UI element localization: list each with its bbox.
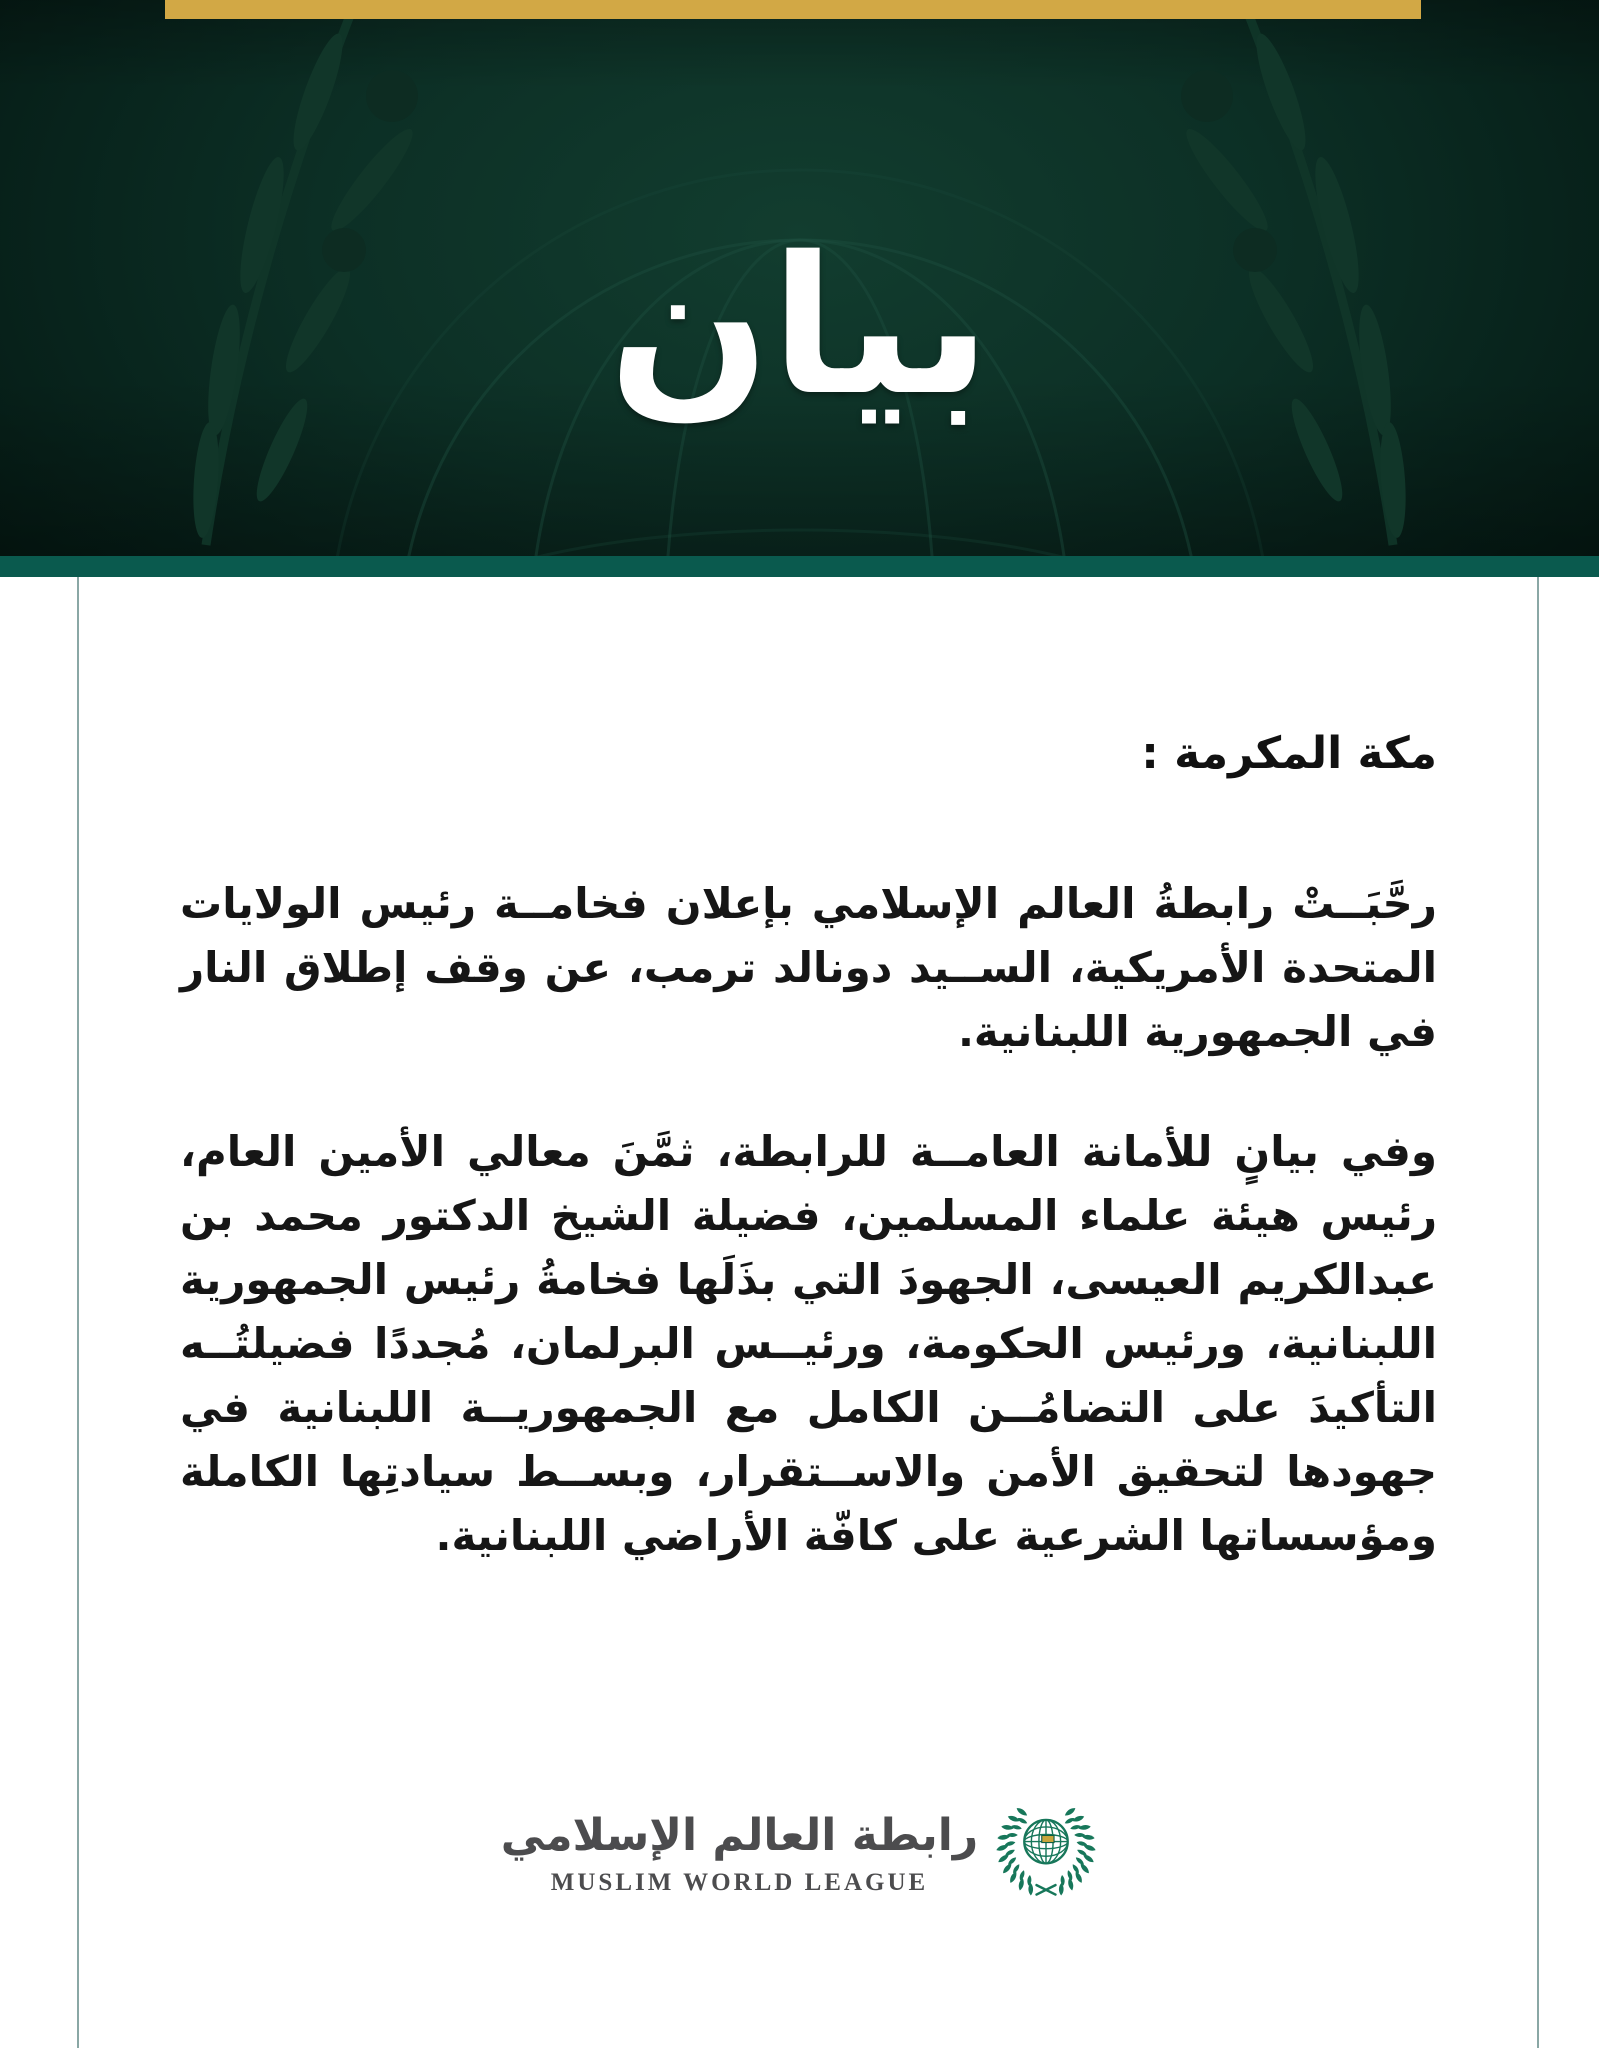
location-heading: مكة المكرمة : bbox=[1141, 728, 1437, 779]
logo-english-name: MUSLIM WORLD LEAGUE bbox=[550, 1868, 929, 1896]
mwl-logo bbox=[0, 1800, 1599, 1904]
banner-calligraphy: بيان bbox=[608, 216, 991, 437]
statement-paragraph-2: وفي بيانٍ للأمانة العامــة للرابطة، ثمَّنَ معالي الأمين العام، رئيس هيئة علماء المسلمين، فضيلة الشيخ الدكتور محمد بن عبدالكريم العيسى، الجهودَ التي بذَلَها فخامةُ رئيس الجمهورية اللبنانية، ورئيس الحكومة، ورئيــس البرلمان، مُجددًا فضيلتُــه التأكيدَ على التضامُــن الكامل مع الجمهوريــة اللبنانية في جهودها لتحقيق الأمن والاســتقرار، وبســط سيادتِها الكاملة ومؤسساتها الشرعية على كافّة الأراضي اللبنانية. bbox=[180, 1127, 1437, 1561]
header-banner bbox=[0, 0, 1599, 556]
mwl-logo-text bbox=[501, 1807, 978, 1896]
globe-laurel-wreath-icon bbox=[994, 1800, 1098, 1904]
logo-arabic-calligraphy: رابطة العالم الإسلامي bbox=[500, 1810, 979, 1862]
gold-accent-bar bbox=[165, 0, 1421, 19]
statement-paragraph-1: رحَّبَــتْ رابطةُ العالم الإسلامي بإعلان فخامــة رئيس الولايات المتحدة الأمريكية، الســيد دونالد ترمب، عن وقف إطلاق النار في الجمهورية اللبنانية. bbox=[180, 879, 1437, 1057]
teal-divider bbox=[0, 556, 1599, 577]
